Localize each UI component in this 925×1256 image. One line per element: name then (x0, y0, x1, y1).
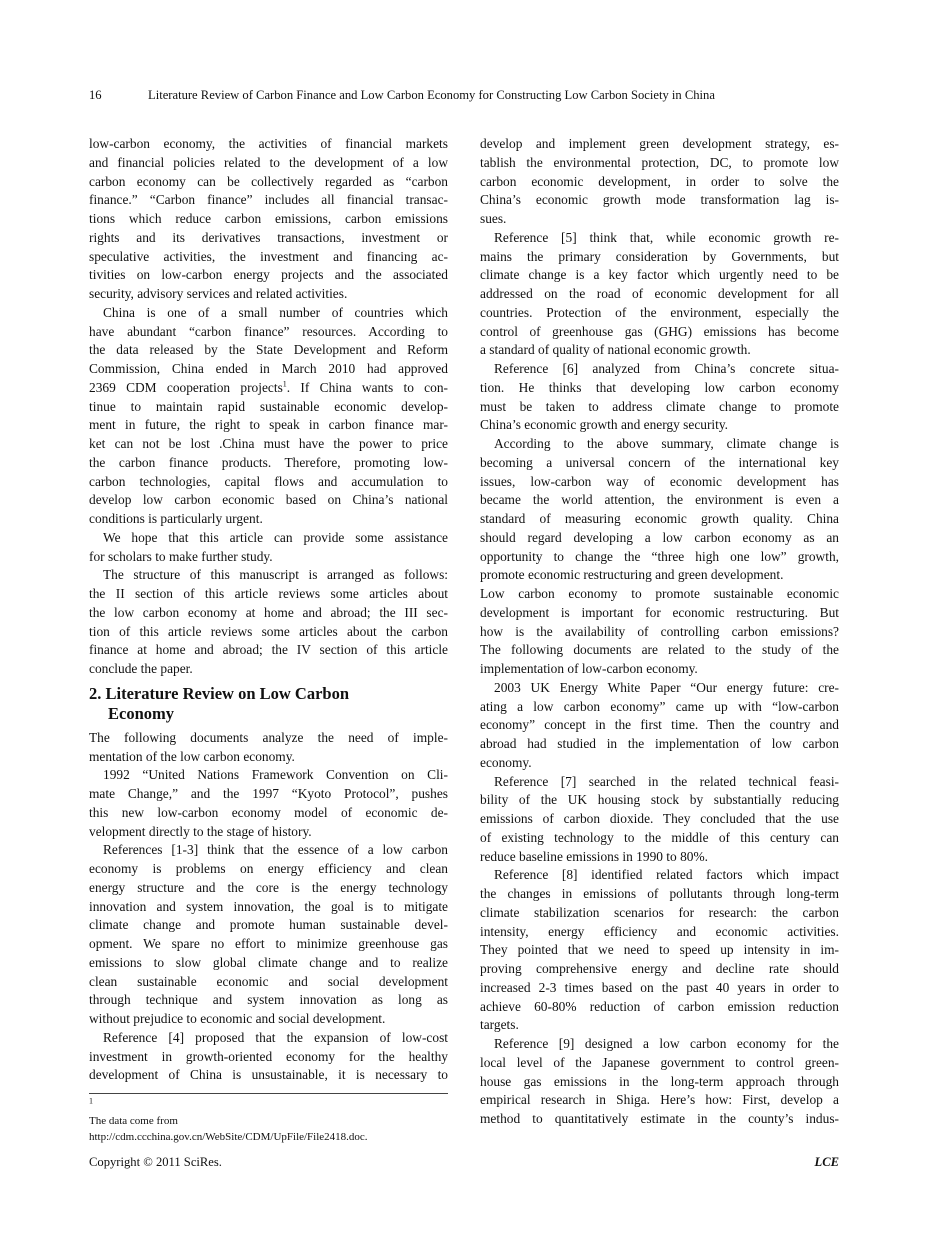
paragraph (89, 766, 448, 841)
text-line: of existing technology to the middle of this century can (480, 829, 839, 845)
left-column (89, 135, 448, 1085)
text-line: carbon economic development, in order to solve the (480, 173, 839, 189)
text-line: local level of the Japanese government to control green- (480, 1054, 839, 1070)
journal-abbreviation: LCE (814, 1155, 839, 1169)
text-line: finance.” “Carbon finance” includes all financial transac- (89, 192, 448, 208)
text-line: carbon economy can be collectively regarded as “carbon (89, 173, 448, 189)
text-line: We hope that this article can provide some assistance (103, 529, 448, 545)
text-line: became the world attention, the environment is even a (480, 492, 839, 508)
paragraph (480, 360, 839, 435)
text-line: reduce baseline emissions in 1990 to 80%. (480, 848, 708, 864)
text-line: a standard of quality of national economic growth. (480, 342, 751, 358)
paragraph (480, 135, 839, 229)
text-line: tivities on low-carbon energy projects and the associated (89, 267, 448, 283)
text-line: becoming a universal concern of the international key (480, 454, 839, 470)
paragraph (480, 866, 839, 1035)
text-line: method to quantitatively estimate in the county’s indus- (480, 1111, 839, 1126)
text-line: opportunity to change the “three high one low” growth, (480, 548, 839, 564)
text-line: implementation of low-carbon economy. (480, 661, 698, 676)
text-line: Low carbon economy to promote sustainable economic (480, 586, 839, 601)
text-line: develop low carbon economic based on China’s national (89, 492, 448, 508)
text-line: the carbon finance products. Therefore, promoting low- (89, 454, 448, 470)
text-line: mate Change,” and the 1997 “Kyoto Protocol”, pushes (89, 786, 448, 801)
text-line: velopment directly to the stage of history. (89, 823, 312, 839)
text-line: tion. He thinks that developing low carbon economy (480, 379, 839, 395)
text-line: ating a low carbon economy” came up with “low-carbon (480, 698, 839, 714)
text-line: China is one of a small number of countries which (103, 304, 448, 320)
text-line: standard of measuring economic growth quality. China (480, 511, 839, 526)
text-line: the changes in emissions of pollutants through long-term (480, 886, 839, 901)
text-line: The following documents are related to the study of the (480, 642, 839, 658)
text-line: economy is problems on energy efficiency and clean (89, 861, 448, 876)
paragraph (480, 435, 839, 585)
text-line: tions which reduce carbon emissions, carbon emissions (89, 211, 448, 226)
text-line: Commission, China ended in March 2010 had approved (89, 361, 448, 376)
text-line: proving comprehensive energy and decline rate should (480, 961, 839, 976)
text-line: climate change and promote human sustainable devel- (89, 917, 448, 933)
text-line: low-carbon economy, the activities of financial markets (89, 136, 448, 151)
text-line: innovation and system innovation, the goal is to mitigate (89, 898, 448, 914)
text-line: 1992 “United Nations Framework Convention on Cli- (103, 767, 448, 783)
running-title: Literature Review of Carbon Finance and Low Carbon Economy for Constructing Low Carbon Society in China (148, 88, 715, 102)
text-line: Reference [9] designed a low carbon economy for the (494, 1036, 839, 1051)
text-line: increased 2-3 times based on the past 40 years in order to (480, 979, 839, 995)
footnote-url[interactable]: http://cdm.ccchina.gov.cn/WebSite/CDM/UpFile/File2418.doc. (89, 1131, 368, 1143)
text-line: They pointed that we need to speed up intensity in im- (480, 942, 839, 958)
text-line: carbon technologies, capital flows and accumulation to (89, 473, 448, 489)
text-line: through technique and system innovation as long as (89, 992, 448, 1008)
text-line: tinue to maintain rapid sustainable economic develop- (89, 398, 448, 414)
text-line: emissions of carbon dioxide. They concluded that the use (480, 811, 839, 826)
paragraph (89, 729, 448, 767)
paragraph (89, 135, 448, 304)
paragraph (89, 841, 448, 1029)
footnote-marker: 1 (89, 1096, 93, 1106)
text-line: develop and implement green development strategy, es- (480, 136, 839, 151)
text-line: addressed on the road of economic development for all (480, 286, 839, 301)
footnote (89, 1097, 449, 1145)
paragraph (89, 1029, 448, 1085)
text-line: have abundant “carbon finance” resources. According to (89, 323, 448, 339)
text-line: sues. (480, 211, 507, 226)
text-line: achieve 60-80% reduction of carbon emission reduction (480, 998, 839, 1014)
right-column (480, 135, 839, 1129)
text-line: without prejudice to economic and social development. (89, 1011, 386, 1026)
text-line: According to the above summary, climate change is (494, 436, 839, 451)
paragraph (480, 585, 839, 679)
text-line: climate stabilization scenarios for research: the carbon (480, 904, 839, 920)
text-line: References [1-3] think that the essence of a low carbon (103, 842, 448, 858)
paragraph (89, 304, 448, 529)
text-line: development is important for economic restructuring. But (480, 604, 839, 620)
paragraph (480, 229, 839, 360)
text-line: security, advisory services and related activities. (89, 286, 348, 301)
text-line: climate change is a key factor which urgently need to be (480, 267, 839, 283)
page-number: 16 (89, 88, 102, 102)
text-line: the data released by the State Development and Reform (89, 342, 448, 358)
text-line: investment in growth-oriented economy for the healthy (89, 1048, 448, 1064)
section-heading (89, 684, 448, 724)
text-line: for scholars to make further study. (89, 548, 273, 564)
text-line: rights and its derivatives transactions, investment or (89, 229, 448, 245)
text-line: The following documents analyze the need of imple- (89, 729, 448, 745)
paragraph (89, 529, 448, 567)
text-line: targets. (480, 1017, 519, 1033)
text-line: finance at home and abroad; the IV section of this article (89, 642, 448, 658)
text-line: this new low-carbon economy model of economic de- (89, 804, 448, 820)
text-line: clean sustainable economic and social development (89, 973, 448, 989)
footnote-line (89, 1097, 449, 1129)
text-line: Reference [6] analyzed from China’s concrete situa- (494, 361, 839, 376)
footnote-marker[interactable]: 1 (282, 379, 287, 389)
text-line: the low carbon economy at home and abroad; the III sec- (89, 604, 448, 620)
text-line: countries. Protection of the environment, especially the (480, 304, 839, 320)
paragraph (480, 773, 839, 867)
text-line: mains the primary consideration by Governments, but (480, 248, 839, 264)
footnote-text: The data come from (89, 1115, 178, 1127)
text-line: conditions is particularly urgent. (89, 511, 263, 526)
text-line: 2003 UK Energy White Paper “Our energy future: cre- (494, 679, 839, 695)
text-line: Reference [7] searched in the related technical feasi- (494, 773, 839, 789)
text-line: and financial policies related to the development of a low (89, 154, 448, 170)
text-line: should regard developing a low carbon economy as an (480, 529, 839, 545)
text-line: bility of the UK housing stock by substantially reducing (480, 792, 839, 808)
text-line: The structure of this manuscript is arranged as follows: (103, 567, 448, 583)
text-line: ment in future, the right to speak in carbon finance mar- (89, 417, 448, 433)
text-line: control of greenhouse gas (GHG) emissions has become (480, 323, 839, 339)
text-line: emissions to slow global climate change and to realize (89, 954, 448, 970)
paragraph (480, 1035, 839, 1129)
text-line: China’s economic growth and energy security. (480, 417, 729, 433)
heading-line: Economy (108, 703, 174, 723)
paragraph (480, 679, 839, 773)
text-line: abroad had studied in the implementation of low carbon (480, 736, 839, 751)
text-line: Reference [8] identified related factors which impact (494, 867, 839, 883)
text-line: how is the availability of controlling carbon emissions? (480, 623, 839, 639)
text-line: must be taken to address climate change to promote (480, 398, 839, 414)
copyright: Copyright © 2011 SciRes. (89, 1155, 222, 1169)
text-line: the II section of this article reviews some articles about (89, 586, 448, 601)
text-line: intensity, energy efficiency and economic activities. (480, 923, 839, 939)
text-line: conclude the paper. (89, 661, 193, 676)
text-line: Reference [4] proposed that the expansion of low-cost (103, 1029, 448, 1045)
text-line: speculative activities, the investment and financing ac- (89, 248, 448, 264)
text-line: tablish the environmental protection, DC, to promote low (480, 154, 839, 170)
text-line: tion of this article reviews some articles about the carbon (89, 623, 448, 639)
text-line: mentation of the low carbon economy. (89, 748, 295, 764)
text-line: ket can not be lost .China must have the power to price (89, 436, 448, 451)
text-line: empirical research in Shiga. Here’s how: First, develop a (480, 1092, 839, 1108)
text-line (89, 379, 448, 398)
text-line: energy structure and the core is the energy technology (89, 879, 448, 895)
text-fragment: . If China wants to con- (286, 379, 448, 395)
paragraph (89, 566, 448, 679)
text-fragment: 2369 CDM cooperation projects (89, 379, 283, 395)
text-line: Reference [5] think that, while economic growth re- (494, 229, 839, 245)
text-line: issues, low-carbon way of economic development has (480, 473, 839, 489)
text-line: promote economic restructuring and green development. (480, 567, 784, 583)
text-line: economy. (480, 754, 532, 770)
text-line: development of China is unsustainable, it is necessary to (89, 1067, 448, 1083)
text-line: opment. We spare no effort to minimize greenhouse gas (89, 936, 448, 951)
footnote-divider (89, 1093, 448, 1094)
heading-line: 2. Literature Review on Low Carbon (89, 683, 350, 703)
text-line: China’s economic growth mode transformation lag is- (480, 192, 839, 208)
text-line: economy” concept in the first time. Then the country and (480, 717, 839, 733)
text-line: house gas emissions in the long-term approach through (480, 1073, 839, 1089)
